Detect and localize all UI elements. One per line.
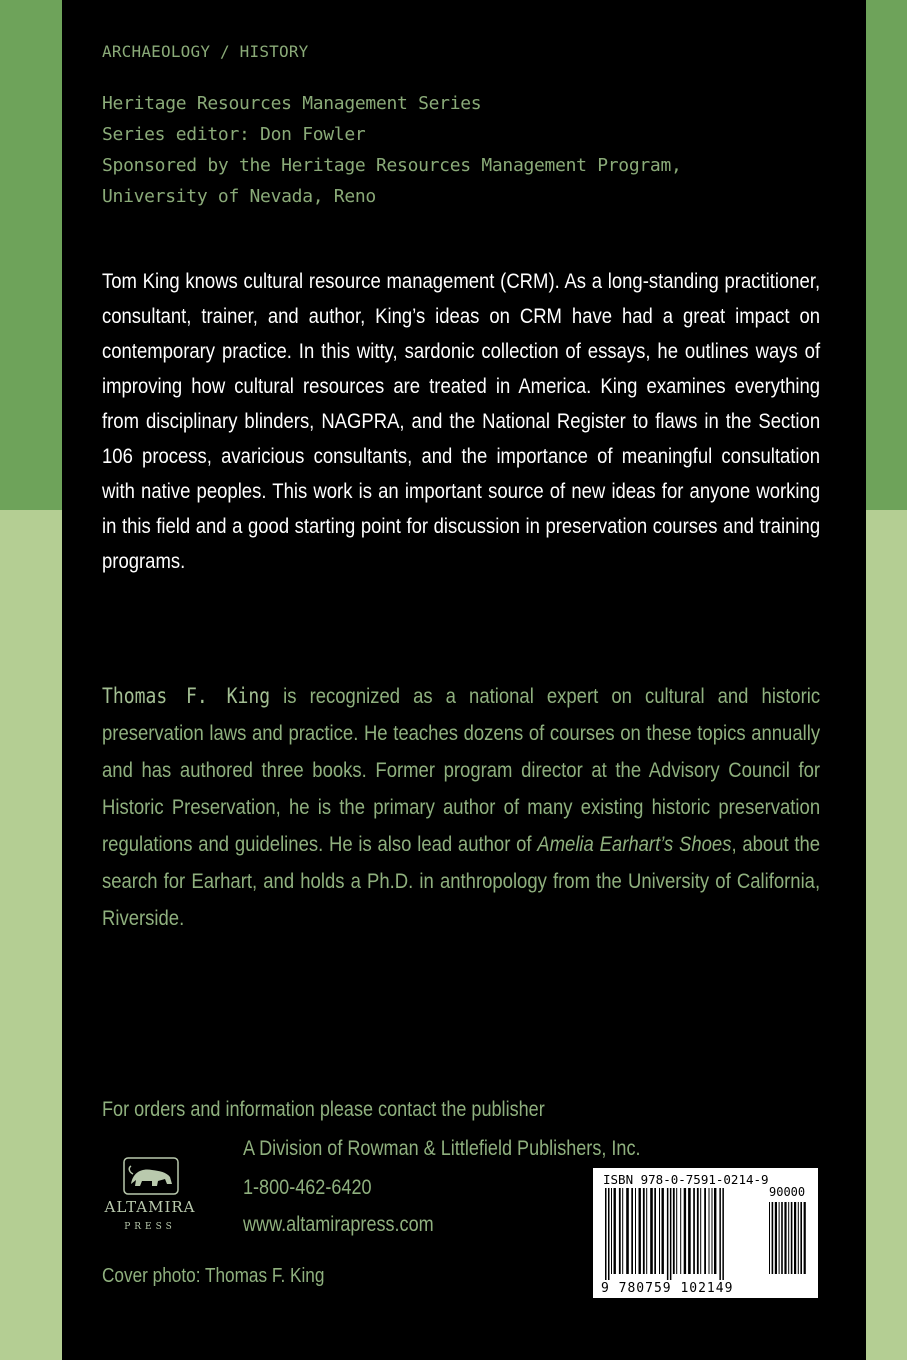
price-code: 90000 [769, 1185, 806, 1199]
category-label: ARCHAEOLOGY / HISTORY [102, 42, 309, 61]
book-description [102, 264, 821, 579]
logo-wordmark: ALTAMIRA [104, 1198, 196, 1216]
series-name: Heritage Resources Management Series [102, 93, 482, 114]
sponsor-line-1: Sponsored by the Heritage Resources Management Program, [102, 155, 682, 176]
contact-heading: For orders and information please contact the publisher [102, 1098, 545, 1121]
isbn-barcode [593, 1168, 818, 1298]
series-editor: Series editor: Don Fowler [102, 124, 366, 145]
sponsor-line-2: University of Nevada, Reno [102, 186, 376, 207]
isbn-number: ISBN 978-0-7591-0214-9 [603, 1172, 769, 1187]
publisher-website[interactable]: www.altamirapress.com [243, 1213, 434, 1236]
publisher-phone: 1-800-462-6420 [243, 1176, 372, 1199]
bio-text-1: is recognized as a national expert on cultural and historic preservation laws and practice. He teaches dozens of courses on these topics annually and has authored three books. Former program director at the Advisory Council for Historic Preservation, he is the primary author of many existing historic preservation regulations and guidelines. He is also lead author of [102, 684, 821, 856]
bison-icon [100, 1150, 230, 1240]
logo-press: PRESS [124, 1222, 176, 1232]
author-name: Thomas F. King [102, 684, 271, 708]
book-title: Amelia Earhart’s Shoes [537, 832, 732, 856]
cover-photo-credit: Cover photo: Thomas F. King [102, 1265, 325, 1287]
series-info [102, 88, 822, 210]
bio-paragraph [102, 678, 820, 937]
bio-text-2: , about the search for Earhart, and holds a Ph.D. in anthropology from the University of California, Riverside. [102, 832, 821, 930]
ean-digits: 9 780759 102149 [601, 1281, 734, 1296]
publisher-division: A Division of Rowman & Littlefield Publishers, Inc. [243, 1137, 641, 1160]
description-text: Tom King knows cultural resource management (CRM). As a long-standing practitioner, consultant, trainer, and author, King’s ideas on CRM have had a great impact on contemporary practice. In this witty, sardonic collection of essays, he outlines ways of improving how cultural resources are treated in America. King examines everything from disciplinary blinders, NAGPRA, and the National Register to flaws in the Section 106 process, avaricious consultants, and the importance of meaningful consultation with native peoples. This work is an important source of new ideas for anyone working in this field and a good starting point for discussion in preservation courses and training programs. [102, 269, 821, 573]
author-bio [102, 678, 820, 937]
altamira-logo [100, 1150, 230, 1240]
barcode-bars [601, 1188, 811, 1280]
